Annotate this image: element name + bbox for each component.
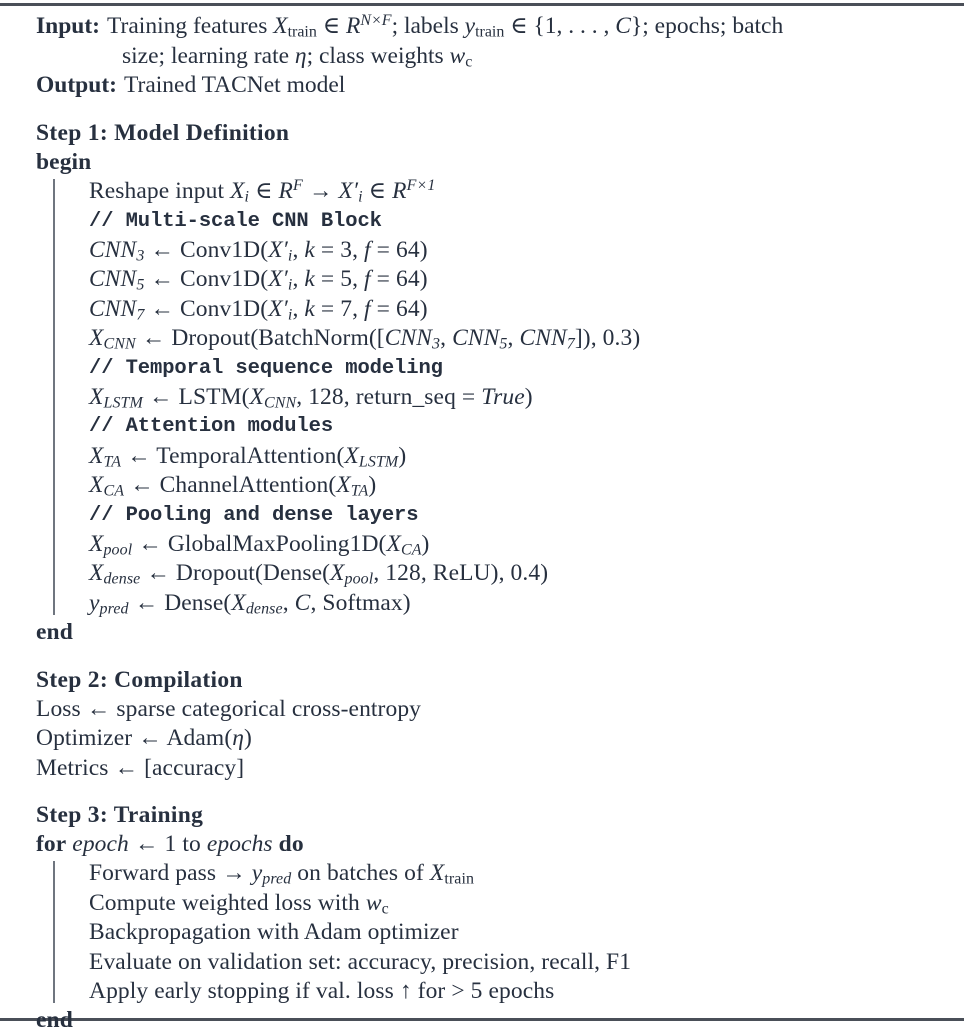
step3-line-earlystop: Apply early stopping if val. loss ↑ for > 5 epochs — [89, 977, 555, 1004]
input-var-x: X — [273, 13, 288, 39]
output-text: Trained TACNet model — [123, 72, 346, 99]
step1-comment-cnn: // Multi-scale CNN Block — [89, 209, 382, 233]
input-class-count: C — [615, 13, 631, 39]
step1-line-xcnn: $X_{CNN}$ ← $Dropout(BatchNorm([CNN_3$, $CNN_5$, $CNN_7$]), 0.3) — [89, 325, 641, 353]
class-weight-symbol: w — [449, 42, 466, 69]
top-horizontal-rule — [0, 3, 964, 6]
input-row-continuation: size; learning rate η; class weights $w_c$ — [122, 42, 473, 71]
step1-line-cnn3: $CNN_3$ ← $Conv1D(X'_i$, k = 3, f = 64) — [89, 237, 428, 265]
step1-line-cnn5: $CNN_5$ ← $Conv1D(X'_i$, k = 5, f = 64) — [89, 266, 428, 294]
spacer-after-step2 — [36, 783, 956, 800]
step1-line-xpool: $X_{pool}$ ← $GlobalMaxPooling1D(X_{CA})$ — [89, 531, 430, 559]
step3-for-statement: for epoch ← 1 to epochs do — [36, 830, 304, 857]
step3-end-keyword: end — [36, 1007, 73, 1034]
step2-heading: Step 2: Compilation — [36, 666, 243, 693]
learning-rate-symbol: η — [294, 42, 307, 69]
output-label: Output: — [36, 72, 117, 99]
step3-line-evaluate: Evaluate on validation set: accuracy, precision, recall, F1 — [89, 948, 632, 975]
class-weight-subscript: c — [465, 53, 473, 71]
input-var-y-subscript: train — [475, 23, 505, 41]
step1-comment-attention: // Attention modules — [89, 415, 334, 439]
step2-line-metrics: Metrics ← [accuracy] — [36, 754, 245, 781]
step1-heading: Step 1: Model Definition — [36, 119, 290, 146]
step1-line-xlstm: $X_{LSTM}$ ← $LSTM(X_{CNN}$, 128, return_seq = True) — [89, 384, 533, 412]
step1-line-xta: $X_{TA}$ ← $TemporalAttention(X_{LSTM})$ — [89, 442, 407, 471]
spacer-after-output — [36, 101, 956, 118]
step3-body-block — [53, 859, 956, 1006]
step3-line-loss: Compute weighted loss with $w_c$ — [89, 889, 389, 918]
input-var-x-subscript: train — [287, 23, 317, 41]
step1-line-ypred: $y_{pred}$ ← $Dense(X_{dense}$, C, Softmax) — [89, 589, 411, 618]
step3-heading: Step 3: Training — [36, 801, 204, 828]
step1-line-cnn7: $CNN_7$ ← $Conv1D(X'_i$, k = 7, f = 64) — [89, 295, 428, 324]
output-row — [36, 71, 956, 101]
step2-line-loss: Loss ← sparse categorical cross-entropy — [36, 695, 422, 722]
input-text: Training features $X_{train}$ ∈ $R^{N\times F}$; labels $y_{train}$ ∈ {1, . . . , C}; epochs; batch — [107, 12, 784, 41]
step1-line-xca: $X_{CA}$ ← $ChannelAttention(X_{TA})$ — [89, 472, 377, 500]
step1-body-block — [53, 177, 956, 618]
input-domain-r1-sup: N×F — [360, 12, 392, 30]
step3-line-backprop: Backpropagation with Adam optimizer — [89, 919, 459, 946]
input-row — [36, 12, 956, 42]
step1-begin-keyword: begin — [36, 148, 92, 175]
step1-comment-temporal: // Temporal sequence modeling — [89, 356, 443, 380]
spacer-after-step1 — [36, 648, 956, 665]
step1-line-reshape: Reshape input $X_i$ ∈ $R^F \to X'_i$ ∈ $R^{F\times 1}$ — [89, 177, 436, 206]
step1-comment-pooling: // Pooling and dense layers — [89, 503, 419, 527]
input-var-y: y — [464, 13, 476, 39]
input-label: Input: — [36, 13, 101, 39]
step2-line-optimizer: Optimizer ← Adam(η) — [36, 725, 252, 752]
step1-line-xdense: $X_{dense}$ ← $Dropout(Dense(X_{pool}$, 128, ReLU), 0.4) — [89, 560, 549, 588]
step3-line-forward: Forward pass → $y_{pred}$ on batches of $X_{train}$ — [89, 860, 475, 888]
step1-end-keyword: end — [36, 619, 73, 646]
algorithm-body — [0, 12, 964, 1034]
input-domain-r1: R — [346, 13, 361, 39]
